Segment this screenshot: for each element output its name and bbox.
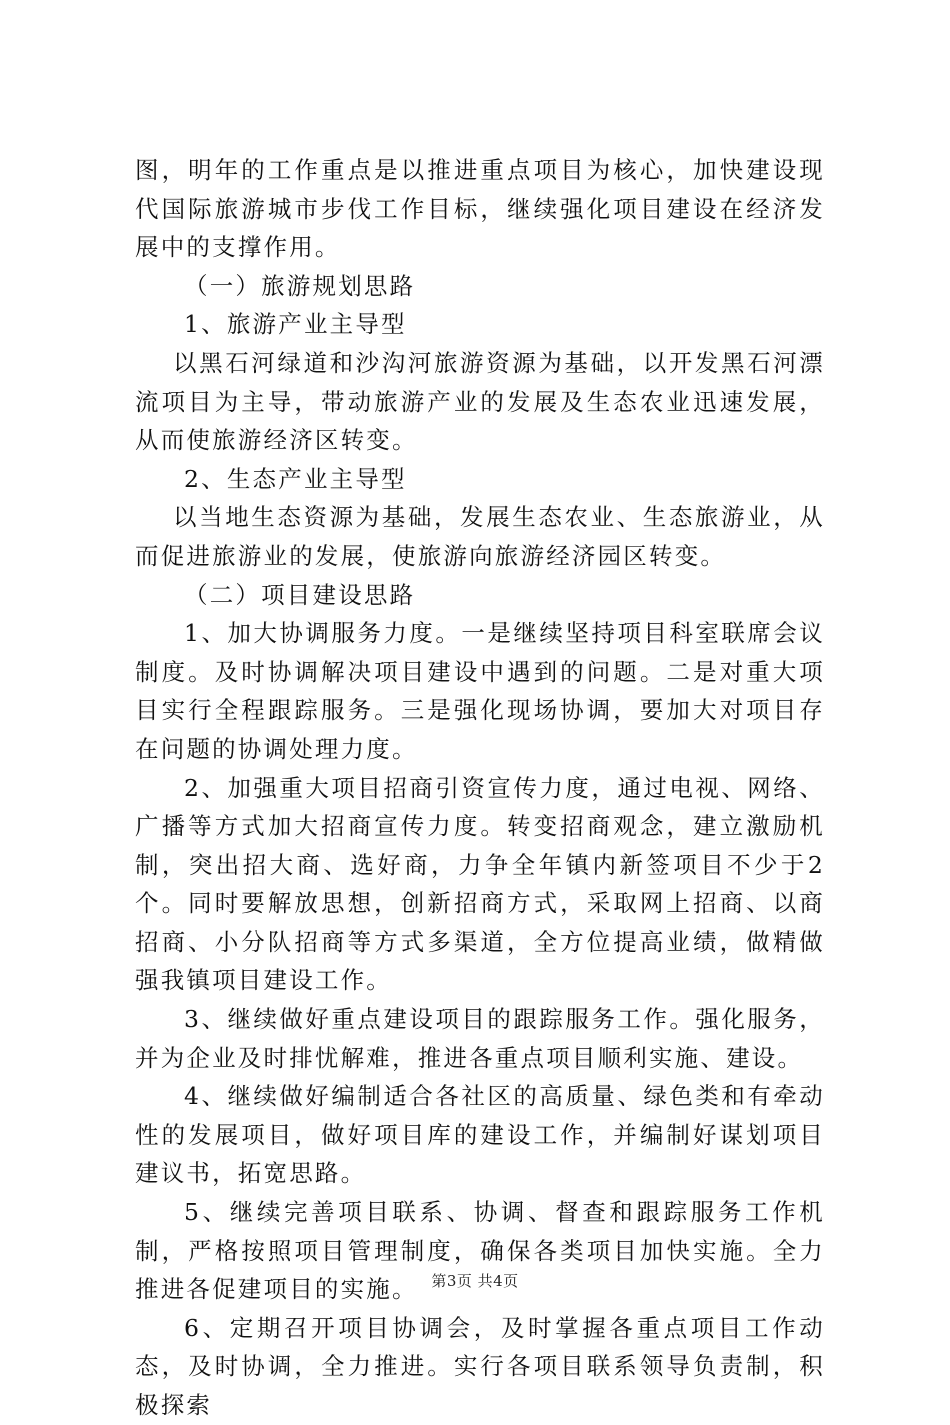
subheading-tourism-industry: 1、旅游产业主导型	[184, 310, 407, 339]
list-item-work-mechanism: 5、继续完善项目联系、协调、督查和跟踪服务工作机制，严格按照项目管理制度，确保各类项目加快实施。全力推进各促建项目的实施。	[135, 1198, 825, 1304]
list-item-coordination-meeting: 6、定期召开项目协调会，及时掌握各重点项目工作动态，及时协调，全力推进。实行各项目联系领导负责制，积极探索	[135, 1313, 825, 1419]
paragraph-tourism-industry: 以黑石河绿道和沙沟河旅游资源为基础，以开发黑石河漂流项目为主导，带动旅游产业的发展及生态农业迅速发展，从而使旅游经济区转变。	[135, 348, 825, 455]
list-item-tracking-service: 3、继续做好重点建设项目的跟踪服务工作。强化服务，并为企业及时排忧解难，推进各重点项目顺利实施、建设。	[135, 1005, 825, 1072]
page-footer: 第3页 共4页	[431, 1272, 519, 1290]
document-body	[135, 151, 825, 1425]
section-heading-project-construction: （二）项目建设思路	[184, 580, 416, 609]
list-item-coordination: 1、加大协调服务力度。一是继续坚持项目科室联席会议制度。及时协调解决项目建设中遇到的问题。二是对重大项目实行全程跟踪服务。三是强化现场协调，要加大对项目存在问题的协调处理力度。	[135, 619, 825, 763]
list-item-investment-promotion: 2、加强重大项目招商引资宣传力度，通过电视、网络、广播等方式加大招商宣传力度。转变招商观念，建立激励机制，突出招大商、选好商，力争全年镇内新签项目不少于2个。同时要解放思想，创新招商方式，采取网上招商、以商招商、小分队招商等方式多渠道，全方位提高业绩，做精做强我镇项目建设工作。	[135, 773, 825, 995]
section-heading-tourism-planning: （一）旅游规划思路	[184, 271, 416, 300]
paragraph-continuation: 图，明年的工作重点是以推进重点项目为核心，加快建设现代国际旅游城市步伐工作目标，继续强化项目建设在经济发展中的支撑作用。	[135, 156, 825, 262]
subheading-ecological-industry: 2、生态产业主导型	[184, 464, 407, 493]
list-item-project-planning: 4、继续做好编制适合各社区的高质量、绿色类和有牵动性的发展项目，做好项目库的建设工作，并编制好谋划项目建议书，拓宽思路。	[135, 1082, 825, 1188]
paragraph-ecological-industry: 以当地生态资源为基础，发展生态农业、生态旅游业，从而促进旅游业的发展，使旅游向旅游经济园区转变。	[135, 503, 825, 570]
